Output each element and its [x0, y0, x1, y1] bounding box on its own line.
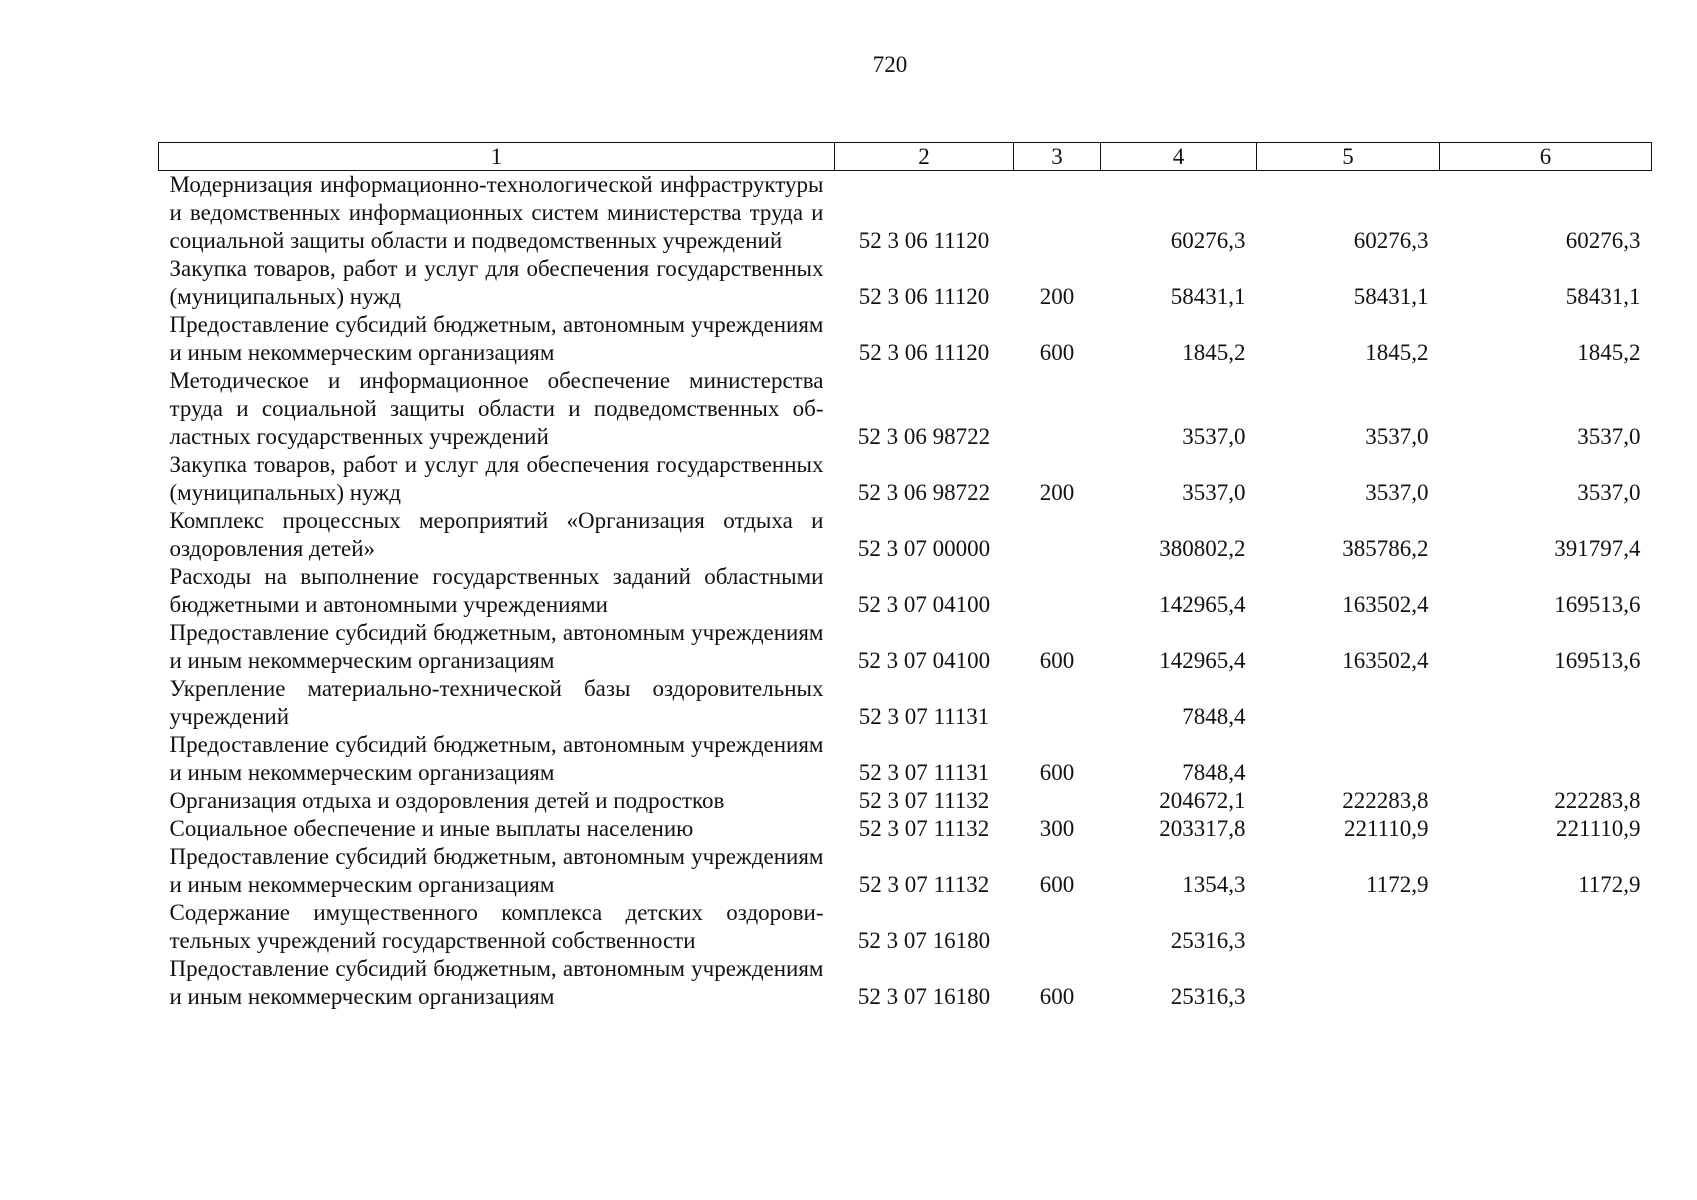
amount-col-4: 203317,8: [1159, 816, 1246, 841]
amount-col-5: 222283,8: [1342, 788, 1429, 813]
table-header-row: [159, 143, 1652, 171]
amount-col-5: 1845,2: [1365, 340, 1429, 365]
amount-col-5: 3537,0: [1365, 424, 1429, 449]
item-name: Предоставление субсидий бюджетным, автономным учреждениям и иным некоммерческим организациям: [169, 956, 824, 1009]
expense-type: [1014, 507, 1101, 563]
column-header: 2: [835, 143, 1014, 171]
amount-col-6: 60276,3: [1565, 228, 1641, 253]
amount-col-5: 163502,4: [1342, 648, 1429, 673]
budget-code: 52 3 07 11132: [858, 816, 990, 841]
amount-col-4: 25316,3: [1170, 984, 1246, 1009]
budget-code: 52 3 07 16180: [857, 984, 991, 1009]
amount-col-6: 221110,9: [1555, 816, 1641, 841]
budget-code: 52 3 07 04100: [857, 648, 991, 673]
expense-type: [1014, 787, 1101, 815]
amount-col-6: 3537,0: [1577, 480, 1641, 505]
budget-table: [158, 142, 1652, 1011]
table-row: [159, 731, 1652, 787]
budget-code: 52 3 07 11131: [858, 704, 990, 729]
table-row: [159, 955, 1652, 1011]
expense-type: 600: [1039, 760, 1075, 785]
page-number: 720: [872, 52, 908, 77]
expense-type: [1014, 171, 1101, 256]
amount-col-5: 3537,0: [1365, 480, 1429, 505]
amount-col-6: [1440, 899, 1652, 955]
amount-col-5: 163502,4: [1342, 592, 1429, 617]
table-row: [159, 815, 1652, 843]
item-name: Предоставление субсидий бюджетным, автономным учреждениям и иным некоммерческим организациям: [169, 732, 824, 785]
amount-col-4: 7848,4: [1182, 760, 1246, 785]
amount-col-5: [1257, 731, 1440, 787]
expense-type: [1014, 367, 1101, 451]
amount-col-5: [1257, 675, 1440, 731]
item-name: Социальное обеспечение и иные выплаты населению: [169, 816, 694, 841]
amount-col-4: 142965,4: [1159, 648, 1246, 673]
item-name: Закупка товаров, работ и услуг для обеспечения государственных (муниципальных) нужд: [169, 256, 824, 309]
column-header: 1: [159, 143, 835, 171]
budget-code: 52 3 06 11120: [858, 228, 990, 253]
amount-col-4: 58431,1: [1170, 284, 1246, 309]
table-row: [159, 507, 1652, 563]
expense-type: 300: [1039, 816, 1075, 841]
item-name: Организация отдыха и оздоровления детей и подростков: [169, 788, 725, 813]
expense-type: 600: [1039, 872, 1075, 897]
amount-col-4: 204672,1: [1159, 788, 1246, 813]
budget-code: 52 3 07 11131: [858, 760, 990, 785]
table-row: [159, 787, 1652, 815]
expense-type: [1014, 563, 1101, 619]
budget-code: 52 3 06 98722: [857, 424, 991, 449]
budget-code: 52 3 07 11132: [858, 872, 990, 897]
expense-type: 200: [1039, 284, 1075, 309]
table-row: [159, 311, 1652, 367]
amount-col-6: 58431,1: [1565, 284, 1641, 309]
table-row: [159, 563, 1652, 619]
budget-code: 52 3 07 00000: [857, 536, 991, 561]
amount-col-4: 7848,4: [1182, 704, 1246, 729]
item-name: Методическое и информационное обеспечение министерства труда и социальной защиты области и подведомственных областных государственных учреждений: [169, 368, 824, 449]
table-body: [159, 171, 1652, 1012]
item-name: Укрепление материально-технической базы оздоровительных учреждений: [169, 676, 824, 729]
table-row: [159, 843, 1652, 899]
amount-col-6: [1440, 955, 1652, 1011]
expense-type: 200: [1039, 480, 1075, 505]
amount-col-5: [1257, 899, 1440, 955]
amount-col-6: 1845,2: [1577, 340, 1641, 365]
amount-col-4: 142965,4: [1159, 592, 1246, 617]
amount-col-6: 169513,6: [1554, 648, 1641, 673]
expense-type: [1014, 899, 1101, 955]
column-header: 5: [1257, 143, 1440, 171]
column-header: 6: [1440, 143, 1652, 171]
table-row: [159, 619, 1652, 675]
column-header: 4: [1101, 143, 1257, 171]
budget-code: 52 3 07 16180: [857, 928, 991, 953]
expense-type: 600: [1039, 984, 1075, 1009]
table-row: [159, 367, 1652, 451]
expense-type: 600: [1039, 648, 1075, 673]
amount-col-5: 221110,9: [1343, 816, 1429, 841]
budget-code: 52 3 06 11120: [858, 284, 990, 309]
amount-col-6: [1440, 675, 1652, 731]
item-name: Закупка товаров, работ и услуг для обеспечения государственных (муниципальных) нужд: [169, 452, 824, 505]
amount-col-6: 222283,8: [1554, 788, 1641, 813]
item-name: Предоставление субсидий бюджетным, автономным учреждениям и иным некоммерческим организациям: [169, 844, 824, 897]
amount-col-5: [1257, 955, 1440, 1011]
item-name: Содержание имущественного комплекса детских оздоровительных учреждений государственной собственности: [169, 900, 824, 953]
item-name: Предоставление субсидий бюджетным, автономным учреждениям и иным некоммерческим организациям: [169, 620, 824, 673]
amount-col-4: 1845,2: [1182, 340, 1246, 365]
budget-code: 52 3 06 98722: [857, 480, 991, 505]
item-name: Предоставление субсидий бюджетным, автономным учреждениям и иным некоммерческим организациям: [169, 312, 824, 365]
item-name: Модернизация информационно-технологической инфраструктуры и ведомственных информационных систем министерства труда и социальной защиты области и подведомственных учреждений: [169, 172, 824, 253]
expense-type: 600: [1039, 340, 1075, 365]
amount-col-4: 3537,0: [1182, 480, 1246, 505]
amount-col-4: 60276,3: [1170, 228, 1246, 253]
item-name: Комплекс процессных мероприятий «Организация отдыха и оздоровления детей»: [169, 508, 824, 561]
amount-col-5: 60276,3: [1353, 228, 1429, 253]
amount-col-5: 58431,1: [1353, 284, 1429, 309]
budget-code: 52 3 07 11132: [858, 788, 990, 813]
column-header: 3: [1014, 143, 1101, 171]
table-row: [159, 675, 1652, 731]
amount-col-5: 385786,2: [1342, 536, 1429, 561]
amount-col-6: 3537,0: [1577, 424, 1641, 449]
budget-code: 52 3 07 04100: [857, 592, 991, 617]
amount-col-6: 391797,4: [1554, 536, 1641, 561]
table-row: [159, 171, 1652, 256]
budget-code: 52 3 06 11120: [858, 340, 990, 365]
amount-col-4: 380802,2: [1159, 536, 1246, 561]
item-name: Расходы на выполнение государственных заданий областными бюджетными и автономными учреждениями: [169, 564, 824, 617]
amount-col-5: 1172,9: [1366, 872, 1429, 897]
amount-col-4: 3537,0: [1182, 424, 1246, 449]
amount-col-4: 1354,3: [1182, 872, 1246, 897]
expense-type: [1014, 675, 1101, 731]
table-row: [159, 451, 1652, 507]
table-row: [159, 255, 1652, 311]
amount-col-6: [1440, 731, 1652, 787]
amount-col-6: 1172,9: [1578, 872, 1641, 897]
amount-col-6: 169513,6: [1554, 592, 1641, 617]
amount-col-4: 25316,3: [1170, 928, 1246, 953]
table-row: [159, 899, 1652, 955]
